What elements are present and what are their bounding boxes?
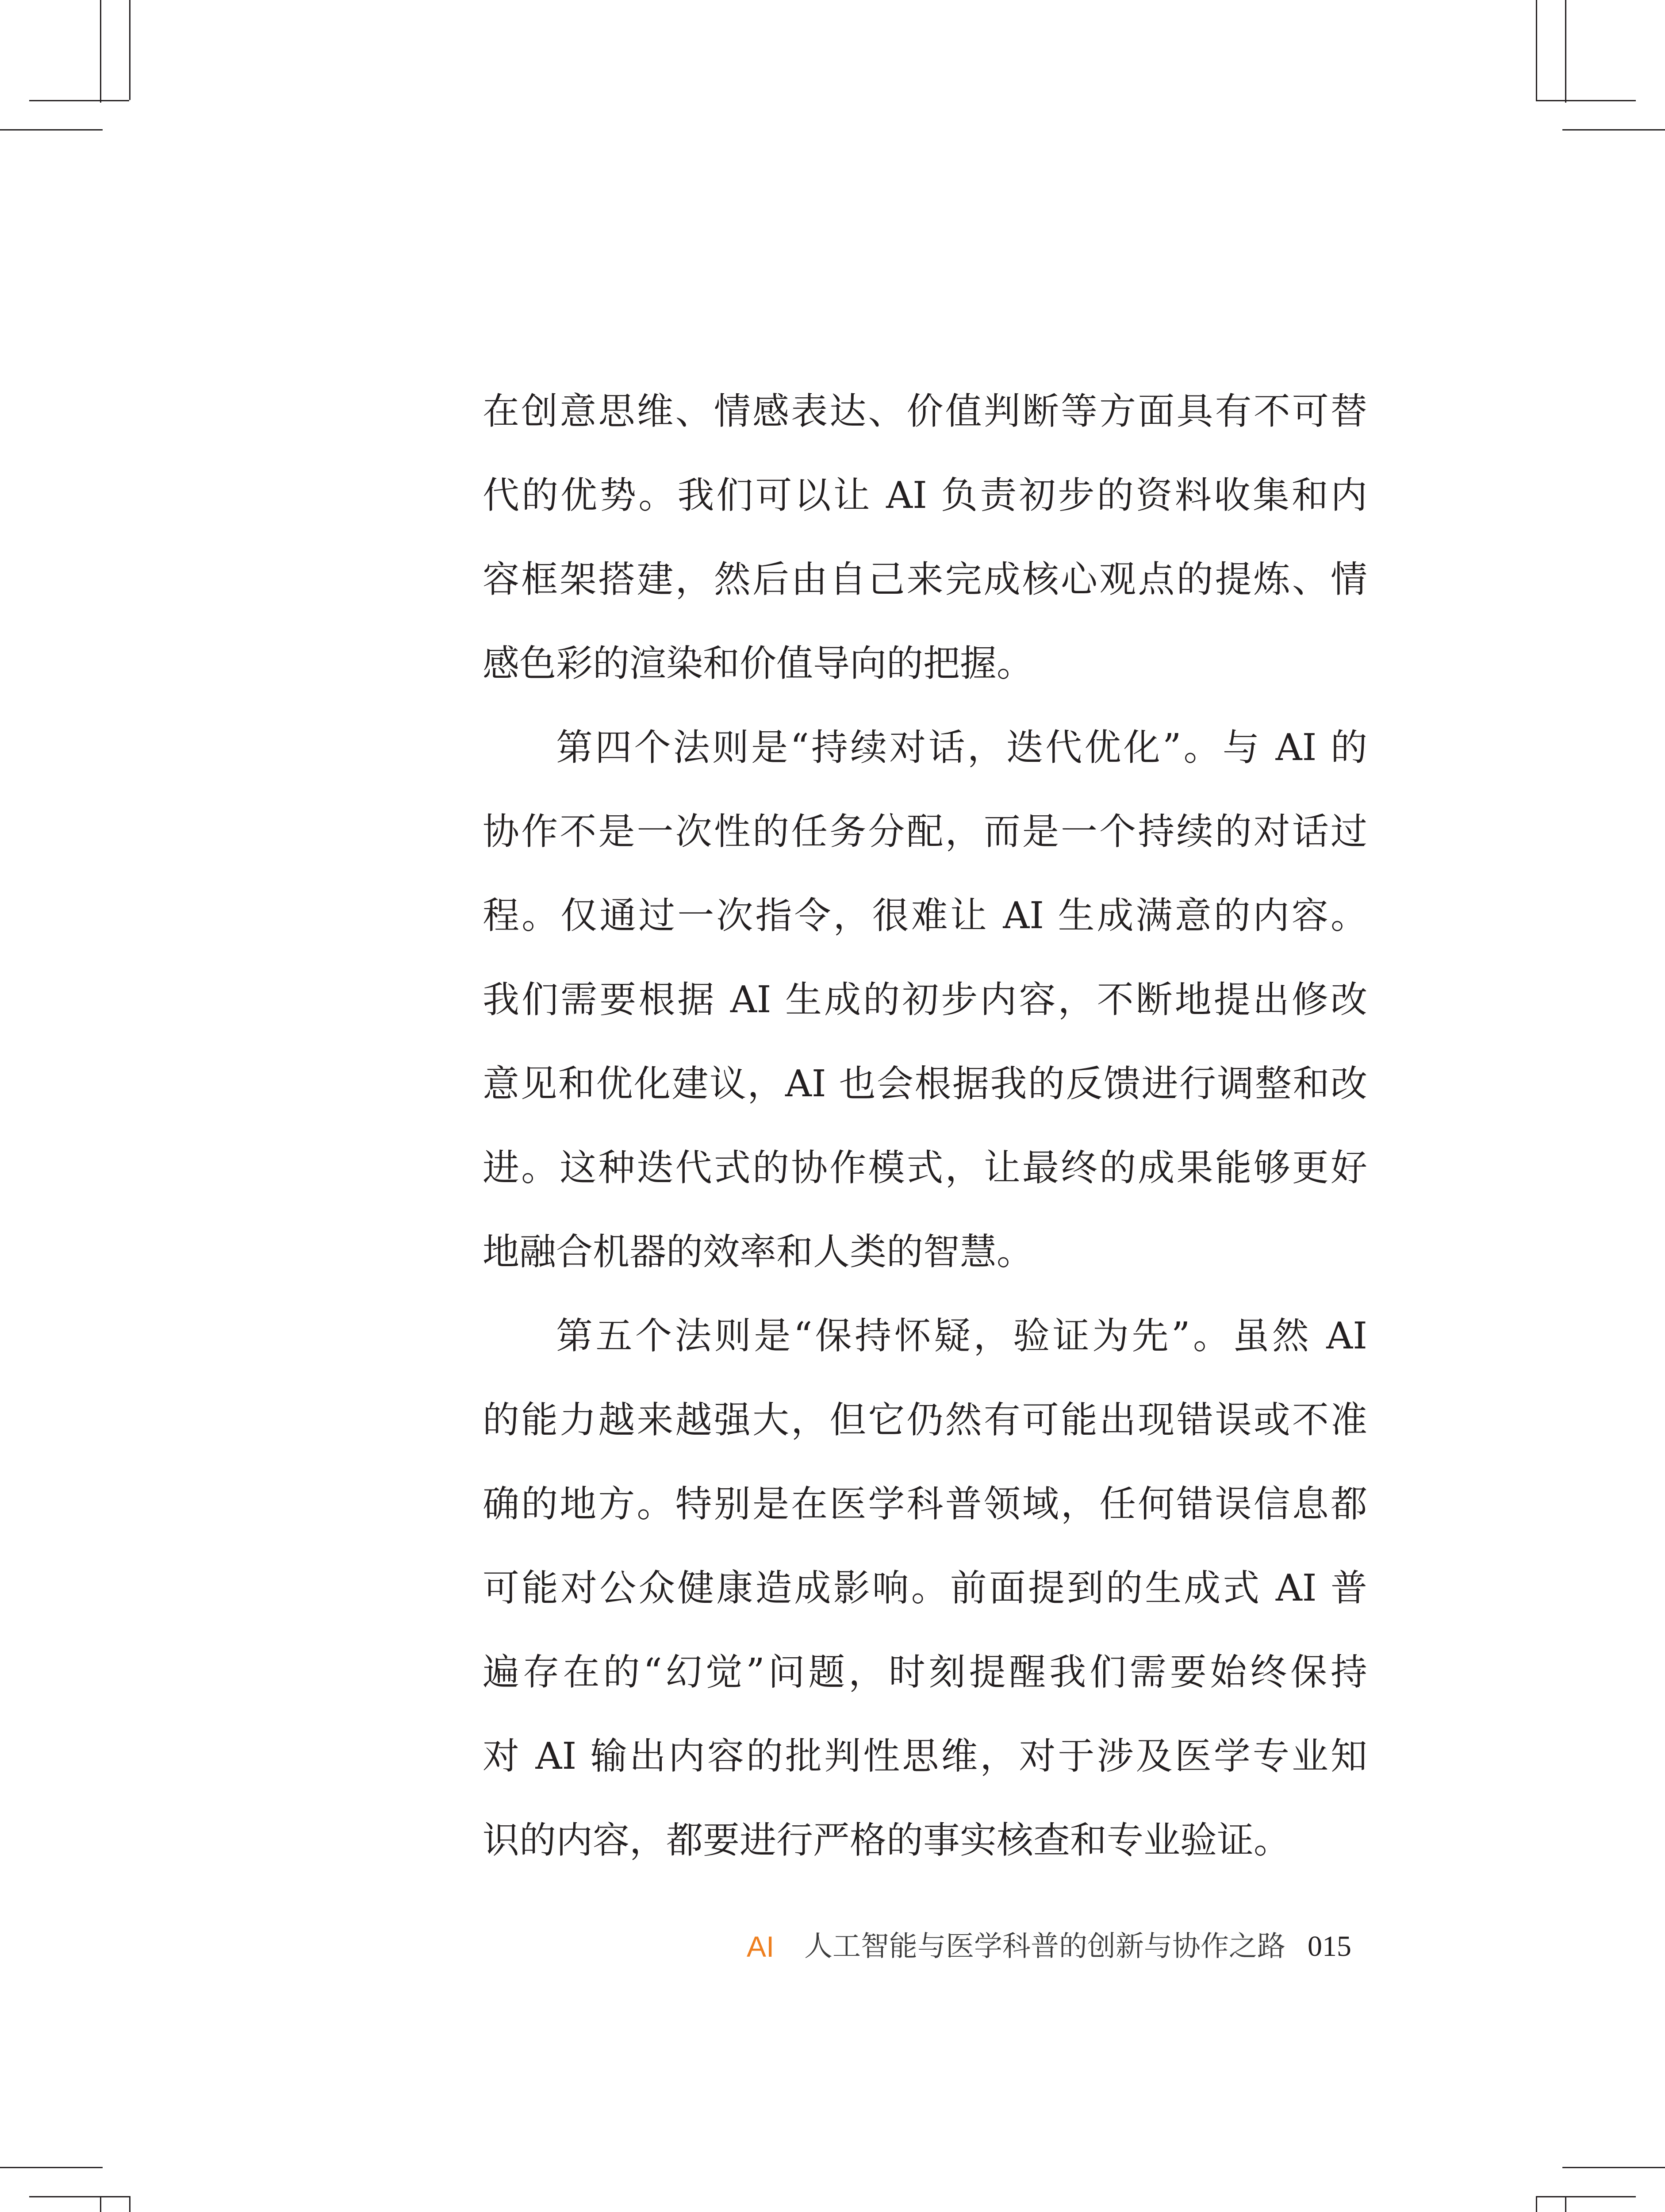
crop-mark-bottom-left-horizontal bbox=[29, 2196, 129, 2197]
body-line: 感色彩的渲染和价值导向的把握。 bbox=[483, 642, 1033, 685]
body-line: 对 AI 输出内容的批判性思维，对于涉及医学专业知 bbox=[483, 1735, 1367, 1778]
body-line: 遍存在的“幻觉”问题，时刻提醒我们需要始终保持 bbox=[483, 1651, 1367, 1694]
body-line: 我们需要根据 AI 生成的初步内容，不断地提出修改 bbox=[483, 978, 1367, 1021]
body-line: 进。这种迭代式的协作模式，让最终的成果能够更好 bbox=[483, 1146, 1367, 1189]
body-line: 容框架搭建，然后由自己来完成核心观点的提炼、情 bbox=[483, 558, 1367, 601]
crop-mark-bottom-right-vertical bbox=[1536, 2196, 1537, 2212]
body-line: 代的优势。我们可以让 AI 负责初步的资料收集和内 bbox=[483, 474, 1367, 517]
crop-mark-bottom-left-vertical bbox=[100, 2196, 101, 2212]
crop-mark-bottom-right-horizontal-outer bbox=[1562, 2167, 1665, 2168]
crop-mark-bottom-right-vertical-outer bbox=[1565, 2196, 1566, 2212]
crop-mark-top-right-vertical-outer bbox=[1565, 0, 1566, 103]
crop-mark-top-left-vertical-inner bbox=[129, 0, 130, 100]
footer-book-title: 人工智能与医学科普的创新与协作之路 bbox=[804, 1930, 1285, 1963]
page-number: 015 bbox=[1308, 1930, 1351, 1962]
body-line: 在创意思维、情感表达、价值判断等方面具有不可替 bbox=[483, 390, 1367, 433]
body-line: 第五个法则是“保持怀疑，验证为先”。虽然 AI bbox=[556, 1314, 1367, 1357]
body-line: 第四个法则是“持续对话，迭代优化”。与 AI 的 bbox=[556, 726, 1367, 769]
body-line: 程。仅通过一次指令，很难让 AI 生成满意的内容。 bbox=[483, 894, 1367, 937]
body-line: 的能力越来越强大，但它仍然有可能出现错误或不准 bbox=[483, 1398, 1367, 1441]
crop-mark-top-left-vertical bbox=[100, 0, 101, 103]
body-line: 地融合机器的效率和人类的智慧。 bbox=[483, 1230, 1033, 1273]
body-text bbox=[483, 369, 1367, 1882]
body-line: 确的地方。特别是在医学科普领域，任何错误信息都 bbox=[483, 1482, 1367, 1525]
crop-mark-top-right-horizontal bbox=[1536, 100, 1636, 101]
crop-mark-bottom-right-horizontal bbox=[1536, 2196, 1636, 2197]
footer-ai-mark: AI bbox=[747, 1930, 775, 1963]
body-line: 协作不是一次性的任务分配，而是一个持续的对话过 bbox=[483, 810, 1367, 853]
crop-mark-bottom-left-horizontal-outer bbox=[0, 2167, 103, 2168]
crop-mark-top-right-vertical bbox=[1536, 0, 1537, 100]
body-line: 意见和优化建议，AI 也会根据我的反馈进行调整和改 bbox=[483, 1062, 1367, 1105]
crop-mark-bottom-left-vertical-inner bbox=[129, 2196, 130, 2212]
crop-mark-top-left-horizontal-outer bbox=[0, 129, 103, 131]
crop-mark-top-left-horizontal bbox=[29, 100, 129, 101]
body-line: 识的内容，都要进行严格的事实核查和专业验证。 bbox=[483, 1819, 1290, 1862]
crop-mark-top-right-horizontal-outer bbox=[1562, 129, 1665, 131]
body-line: 可能对公众健康造成影响。前面提到的生成式 AI 普 bbox=[483, 1567, 1367, 1609]
